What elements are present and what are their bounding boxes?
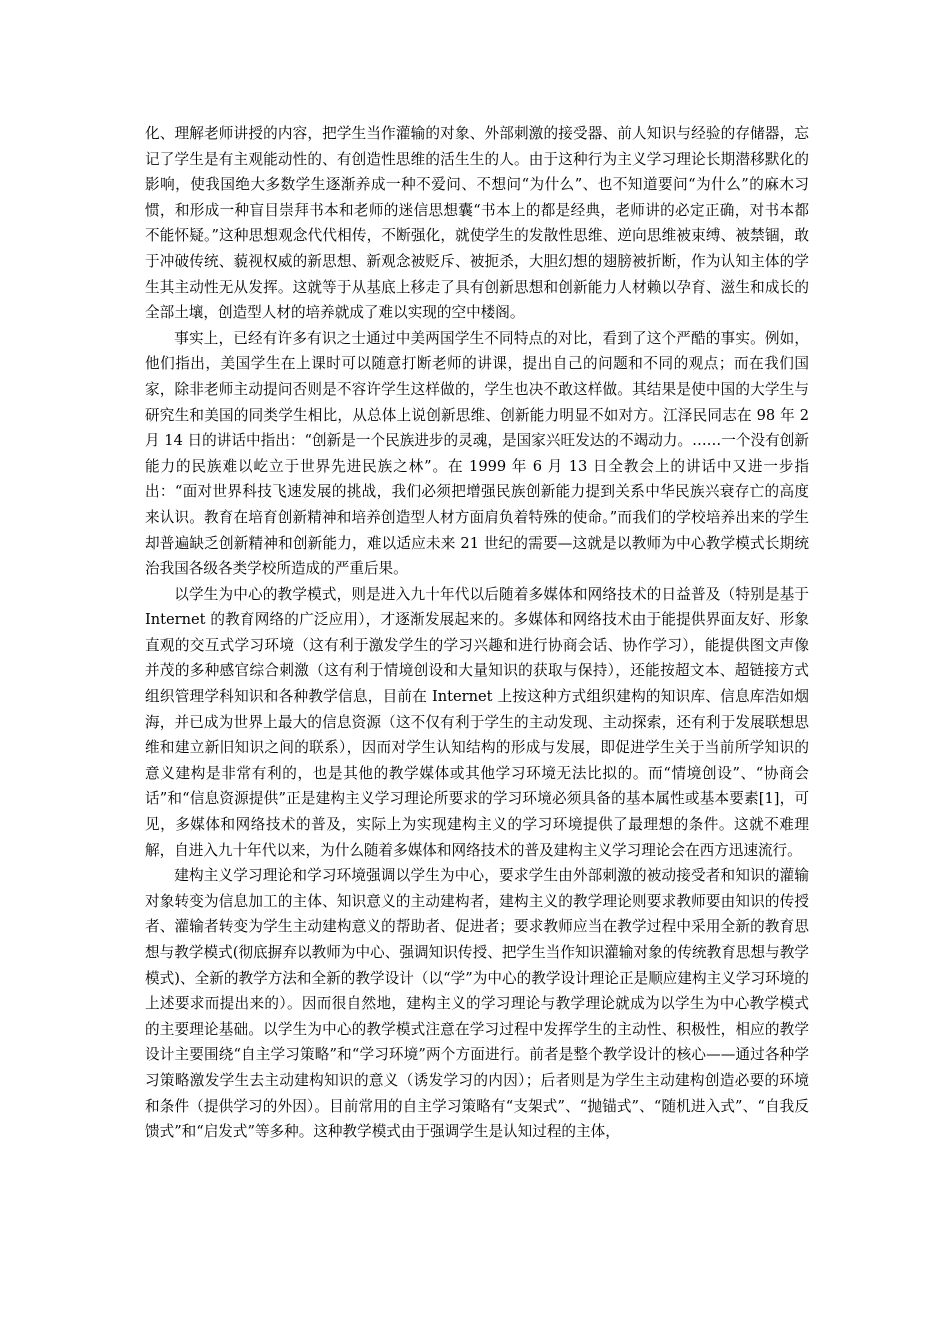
body-text (145, 121, 809, 1145)
paragraph-constructivism: 建构主义学习理论和学习环境强调以学生为中心，要求学生由外部刺激的被动接受者和知识的灌输对象转变为信息加工的主体、知识意义的主动建构者，建构主义的教学理论则要求教师要由知识的传授者、灌输者转变为学生主动建构意义的帮助者、促进者；要求教师应当在教学过程中采用全新的教育思想与教学模式(彻底摒弃以教师为中心、强调知识传授、把学生当作知识灌输对象的传统教育思想与教学模式)、全新的教学方法和全新的教学设计（以“学”为中心的教学设计理论正是顺应建构主义学习环境的上述要求而提出来的）。因而很自然地，建构主义的学习理论与教学理论就成为以学生为中心教学模式的主要理论基础。以学生为中心的教学模式注意在学习过程中发挥学生的主动性、积极性，相应的教学设计主要围绕“自主学习策略”和“学习环境”两个方面进行。前者是整个教学设计的核心——通过各种学习策略激发学生去主动建构知识的意义（诱发学习的内因）；后者则是为学生主动建构创造必要的环境和条件（提供学习的外因）。目前常用的自主学习策略有“支架式”、“抛锚式”、“随机进入式”、“自我反馈式”和“启发式”等多种。这种教学模式由于强调学生是认知过程的主体， (145, 867, 809, 1141)
paragraph-continuation: 化、理解老师讲授的内容，把学生当作灌输的对象、外部刺激的接受器、前人知识与经验的存储器，忘记了学生是有主观能动性的、有创造性思维的活生生的人。由于这种行为主义学习理论长期潜移默化的影响，使我国绝大多数学生逐渐养成一种不爱问、不想问“为什么”、也不知道要问“为什么”的麻木习惯，和形成一种盲目崇拜书本和老师的迷信思想囊“书本上的都是经典，老师讲的必定正确，对书本都不能怀疑。”这种思想观念代代相传，不断强化，就使学生的发散性思维、逆向思维被束缚、被禁锢，敢于冲破传统、藐视权威的新思想、新观念被贬斥、被扼杀，大胆幻想的翅膀被折断，作为认知主体的学生其主动性无从发挥。这就等于从基底上移走了具有创新思想和创新能力人材赖以孕育、滋生和成长的全部土壤，创造型人材的培养就成了难以实现的空中楼阁。 (145, 125, 809, 322)
paragraph-student-centered-model: 以学生为中心的教学模式，则是进入九十年代以后随着多媒体和网络技术的日益普及（特别是基于 Internet 的教育网络的广泛应用），才逐渐发展起来的。多媒体和网络技术由于能提供界面友好、形象直观的交互式学习环境（这有利于激发学生的学习兴趣和进行协商会话、协作学习），能提供图文声像并茂的多种感官综合刺激（这有利于情境创设和大量知识的获取与保持），还能按超文本、超链接方式组织管理学科知识和各种教学信息，目前在 Internet 上按这种方式组织建构的知识库、信息库浩如烟海，并已成为世界上最大的信息资源（这不仅有利于学生的主动发现、主动探索，还有利于发展联想思维和建立新旧知识之间的联系），因而对学生认知结构的形成与发展，即促进学生关于当前所学知识的意义建构是非常有利的，也是其他的教学媒体或其他学习环境无法比拟的。而“情境创设”、“协商会话”和“信息资源提供”正是建构主义学习理论所要求的学习环境必须具备的基本属性或基本要素[1]，可见，多媒体和网络技术的普及，实际上为实现建构主义的学习环境提供了最理想的条件。这就不难理解，自进入九十年代以来，为什么随着多媒体和网络技术的普及建构主义学习理论会在西方迅速流行。 (145, 585, 809, 859)
paragraph-facts: 事实上，已经有许多有识之士通过中美两国学生不同特点的对比，看到了这个严酷的事实。例如，他们指出，美国学生在上课时可以随意打断老师的讲课，提出自己的问题和不同的观点；而在我们国家，除非老师主动提问否则是不容许学生这样做的，学生也决不敢这样做。其结果是使中国的大学生与研究生和美国的同类学生相比，从总体上说创新思维、创新能力明显不如对方。江泽民同志在 98 年 2 月 14 日的讲话中指出：“创新是一个民族进步的灵魂，是国家兴旺发达的不竭动力。……一个没有创新能力的民族难以屹立于世界先进民族之林”。在 1999 年 6 月 13 日全教会上的讲话中又进一步指出：“面对世界科技飞速发展的挑战，我们必须把增强民族创新能力提到关系中华民族兴衰存亡的高度来认识。教育在培育创新精神和培养创造型人材方面肩负着特殊的使命。”而我们的学校培养出来的学生却普遍缺乏创新精神和创新能力，难以适应未来 21 世纪的需要—这就是以教师为中心教学模式长期统治我国各级各类学校所造成的严重后果。 (145, 329, 809, 578)
